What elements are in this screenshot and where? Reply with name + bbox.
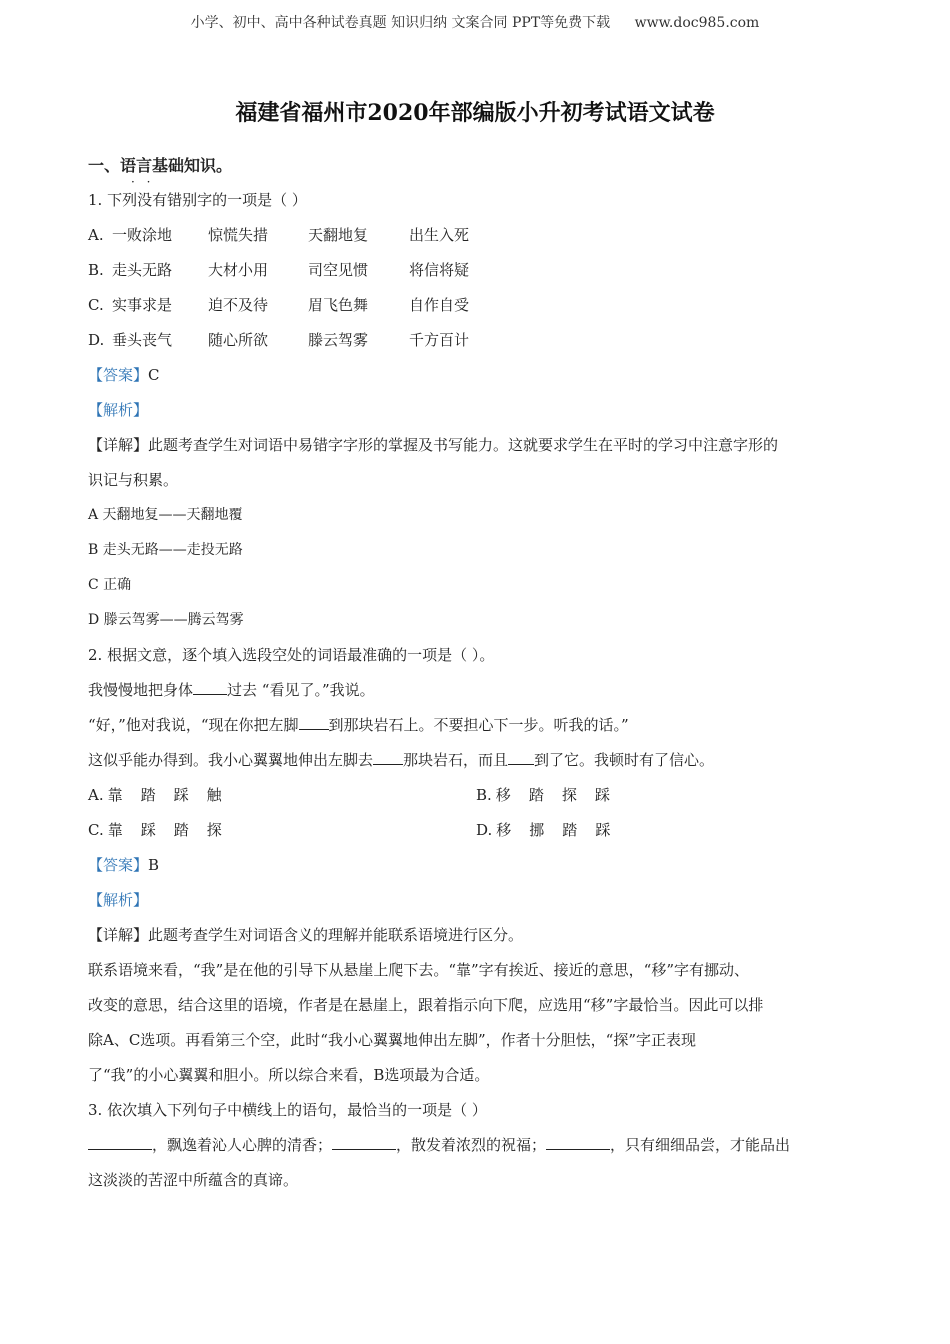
option-label: D. xyxy=(476,821,493,839)
option-word: 实事求是 xyxy=(112,296,173,314)
detail-text: 此题考查学生对词语含义的理解并能联系语境进行区分。 xyxy=(148,926,524,944)
detail-tag: 【详解】 xyxy=(88,436,149,454)
q2-detail-5: 了“我”的小心翼翼和胆小。所以综合来看，B选项最为合适。 xyxy=(88,1066,490,1084)
question-2-stem: 2. 根据文意，逐个填入选段空处的词语最准确的一项是（ ）。 xyxy=(88,646,495,664)
option-word: 踩 xyxy=(594,786,610,804)
q2-options-row-2 xyxy=(88,813,868,848)
q2-passage-line-1 xyxy=(88,673,868,708)
option-word: 走头无路 xyxy=(112,261,173,279)
q3-sentence-line-1 xyxy=(88,1128,868,1163)
question-3-stem: 3. 依次填入下列句子中横线上的语句，最恰当的一项是（ ） xyxy=(88,1101,487,1119)
q1-fix-a: A 天翻地复——天翻地覆 xyxy=(88,507,243,523)
passage-text: 过去 “看见了。”我说。 xyxy=(227,681,375,699)
q2-passage-line-2 xyxy=(88,708,868,743)
q2-option-a xyxy=(88,778,476,813)
option-word: 垂头丧气 xyxy=(112,331,173,349)
q1-option-c xyxy=(88,288,868,323)
option-word: 将信将疑 xyxy=(409,261,470,279)
fill-blank xyxy=(88,1133,152,1150)
fill-blank xyxy=(332,1133,396,1150)
q1-detail-cont: 识记与积累。 xyxy=(88,471,179,489)
option-word: 司空见惯 xyxy=(308,261,369,279)
option-word: 眉飞色舞 xyxy=(308,296,369,314)
option-word: 一败涂地 xyxy=(112,226,173,244)
option-label: A. xyxy=(88,786,104,804)
document-body xyxy=(88,148,868,1198)
passage-text: 到那块岩石上。不要担心下一步。听我的话。” xyxy=(328,716,629,734)
option-label: C. xyxy=(88,821,104,839)
option-word: 踏 xyxy=(562,821,578,839)
option-label: A. xyxy=(88,226,104,244)
fill-blank xyxy=(508,748,534,765)
q2-passage-line-3 xyxy=(88,743,868,778)
option-label: C. xyxy=(88,296,104,314)
q1-option-a xyxy=(88,218,868,253)
q2-options-row-1 xyxy=(88,778,868,813)
q2-analysis-tag: 【解析】 xyxy=(88,891,149,909)
q2-detail-3: 改变的意思，结合这里的语境，作者是在悬崖上，跟着指示向下爬，应选用“移”字最恰当。因此可以排 xyxy=(88,996,764,1014)
q2-detail-4: 除A、C选项。再看第三个空，此时“我小心翼翼地伸出左脚”，作者十分胆怯，“探”字正表现 xyxy=(88,1031,696,1049)
fill-blank xyxy=(546,1133,610,1150)
q1-fix-b: B 走头无路——走投无路 xyxy=(88,542,243,558)
fill-blank xyxy=(373,748,403,765)
q2-detail xyxy=(88,918,868,953)
option-word: 移 xyxy=(495,786,511,804)
option-word: 迫不及待 xyxy=(208,296,269,314)
answer-tag: 【答案】 xyxy=(88,856,149,874)
passage-text: 这似乎能办得到。我小心翼翼地伸出左脚去 xyxy=(88,751,374,769)
section-heading: 一、语言基础知识。 xyxy=(88,156,233,175)
q1-fix-d: D 滕云驾雾——腾云驾雾 xyxy=(88,612,244,628)
passage-text: 那块岩石，而且 xyxy=(403,751,509,769)
page-title: 福建省福州市2020年部编版小升初考试语文试卷 xyxy=(235,100,715,126)
fill-blank xyxy=(193,678,227,695)
passage-text: 我慢慢地把身体 xyxy=(88,681,194,699)
q1-detail xyxy=(88,428,868,463)
q1-answer xyxy=(88,358,868,393)
option-word: 移 xyxy=(496,821,512,839)
q2-option-b xyxy=(476,778,864,813)
option-word: 踏 xyxy=(173,821,189,839)
answer-tag: 【答案】 xyxy=(88,366,149,384)
option-label: B. xyxy=(476,786,492,804)
option-word: 随心所欲 xyxy=(208,331,269,349)
fill-blank xyxy=(299,713,329,730)
q2-option-c xyxy=(88,813,476,848)
page-header xyxy=(0,12,950,32)
q3-sentence-line-2: 这淡淡的苦涩中所蕴含的真谛。 xyxy=(88,1171,299,1189)
option-label: D. xyxy=(88,331,105,349)
option-word: 踏 xyxy=(140,786,156,804)
option-word: 靠 xyxy=(107,786,123,804)
option-word: 滕云驾雾 xyxy=(308,331,369,349)
detail-tag: 【详解】 xyxy=(88,926,149,944)
q1-option-d xyxy=(88,323,868,358)
option-word: 探 xyxy=(206,821,222,839)
option-word: 触 xyxy=(206,786,222,804)
option-word: 大材小用 xyxy=(208,261,269,279)
option-word: 靠 xyxy=(107,821,123,839)
question-1-stem: 1. 下列没有错别字的一项是（ ） · · xyxy=(88,183,868,218)
option-word: 千方百计 xyxy=(409,331,470,349)
option-label: B. xyxy=(88,261,104,279)
q1-analysis-tag: 【解析】 xyxy=(88,401,149,419)
option-word: 踩 xyxy=(595,821,611,839)
q2-answer xyxy=(88,848,868,883)
option-word: 出生入死 xyxy=(409,226,470,244)
answer-value: C xyxy=(148,366,160,384)
header-url[interactable]: www.doc985.com xyxy=(634,15,760,31)
option-word: 自作自受 xyxy=(409,296,470,314)
q1-fix-c: C 正确 xyxy=(88,577,132,593)
option-word: 天翻地复 xyxy=(308,226,369,244)
passage-text: 到了它。我顿时有了信心。 xyxy=(534,751,715,769)
option-word: 踩 xyxy=(173,786,189,804)
option-word: 挪 xyxy=(529,821,545,839)
q2-detail-2: 联系语境来看，“我”是在他的引导下从悬崖上爬下去。“靠”字有挨近、接近的意思，“移”字有挪动、 xyxy=(88,961,750,979)
detail-text: 此题考查学生对词语中易错字字形的掌握及书写能力。这就要求学生在平时的学习中注意字形的 xyxy=(148,436,779,454)
sentence-text: ，飘逸着沁人心脾的清香； xyxy=(152,1136,333,1154)
sentence-text: ，散发着浓烈的祝福； xyxy=(396,1136,547,1154)
option-word: 踏 xyxy=(528,786,544,804)
option-word: 惊慌失措 xyxy=(208,226,269,244)
passage-text: “好，”他对我说，“现在你把左脚 xyxy=(88,716,299,734)
q2-option-d xyxy=(476,813,864,848)
q1-option-b xyxy=(88,253,868,288)
header-text: 小学、初中、高中各种试卷真题 知识归纳 文案合同 PPT等免费下载 xyxy=(190,15,611,31)
sentence-text: ，只有细细品尝，才能品出 xyxy=(610,1136,791,1154)
answer-value: B xyxy=(148,856,160,874)
option-word: 探 xyxy=(561,786,577,804)
option-word: 踩 xyxy=(140,821,156,839)
